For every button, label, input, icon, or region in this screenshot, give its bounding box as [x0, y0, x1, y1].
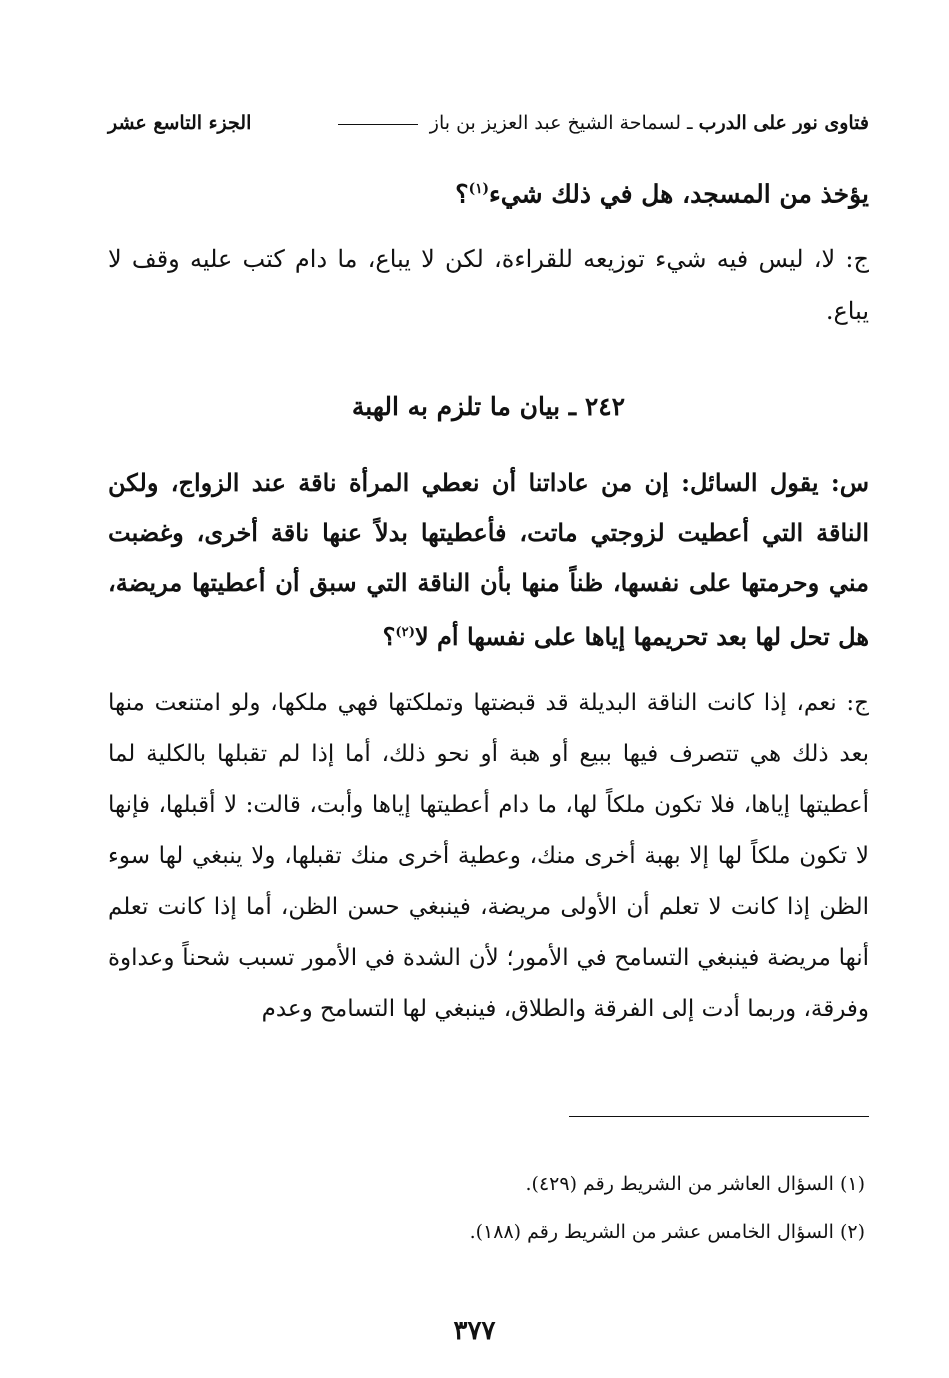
footnote-ref-2: (٢)	[395, 625, 416, 640]
footnote-ref-1: (١)	[468, 181, 489, 197]
header-book-title: فتاوى نور على الدرب	[698, 112, 869, 134]
question	[108, 458, 869, 662]
header-rule	[338, 124, 418, 125]
continued-question-text: يؤخذ من المسجد، هل في ذلك شيء	[488, 179, 869, 209]
section-title: ٢٤٢ ـ بيان ما تلزم به الهبة	[351, 392, 626, 421]
running-header	[108, 112, 869, 134]
first-answer: ج: لا، ليس فيه شيء توزيعه للقراءة، لكن لا يباع، ما دام كتب عليه وقف لا يباع.	[108, 245, 869, 325]
answer: ج: نعم، إذا كانت الناقة البديلة قد قبضتها وتملكتها فهي ملكها، ولو امتنعت منها بعد ذلك هي تتصرف فيها ببيع أو هبة أو نحو ذلك، أما إذا لم تقبلها بالكلية لما أعطيتها إياها، فلا تكون ملكاً لها، ما دام أعطيتها إياها وأبت، قالت: لا أقبلها، فإنها لا تكون ملكاً لها إلا بهبة أخرى منك، وعطية أخرى منك تقبلها، ولا ينبغي لها سوء الظن إذا كانت لا تعلم أن الأولى مريضة، فينبغي حسن الظن، أما إذا كانت تعلم أنها مريضة فينبغي التسامح في الأمور؛ لأن الشدة في الأمور تسبب شحناً وعداوة وفرقة، وربما أدت إلى الفرقة والطلاق، فينبغي لها التسامح وعدم	[108, 690, 869, 1022]
header-book-info	[332, 112, 869, 134]
question-end: ؟	[382, 622, 396, 651]
header-author: ـ لسماحة الشيخ عبد العزيز بن باز	[429, 112, 693, 134]
page-number: ٣٧٧	[453, 1316, 496, 1346]
footnotes	[108, 1160, 865, 1256]
header-volume: الجزء التاسع عشر	[108, 112, 252, 134]
continued-question-end: ؟	[455, 179, 469, 209]
footnote-item: (١) السؤال العاشر من الشريط رقم (٤٢٩).	[525, 1173, 865, 1195]
footnote-separator	[569, 1116, 869, 1117]
footnote-item: (٢) السؤال الخامس عشر من الشريط رقم (١٨٨).	[469, 1221, 865, 1243]
continued-question	[108, 165, 869, 218]
question-text: س: يقول السائل: إن من عاداتنا أن نعطي المرأة ناقة عند الزواج، ولكن الناقة التي أعطيت لزوجتي ماتت، فأعطيتها بدلاً عنها ناقة أخرى، وغضبت مني وحرمتها على نفسها، ظناً منها بأن الناقة التي سبق أن أعطيتها مريضة، هل تحل لها بعد تحريمها إياها على نفسها أم لا	[108, 468, 869, 651]
